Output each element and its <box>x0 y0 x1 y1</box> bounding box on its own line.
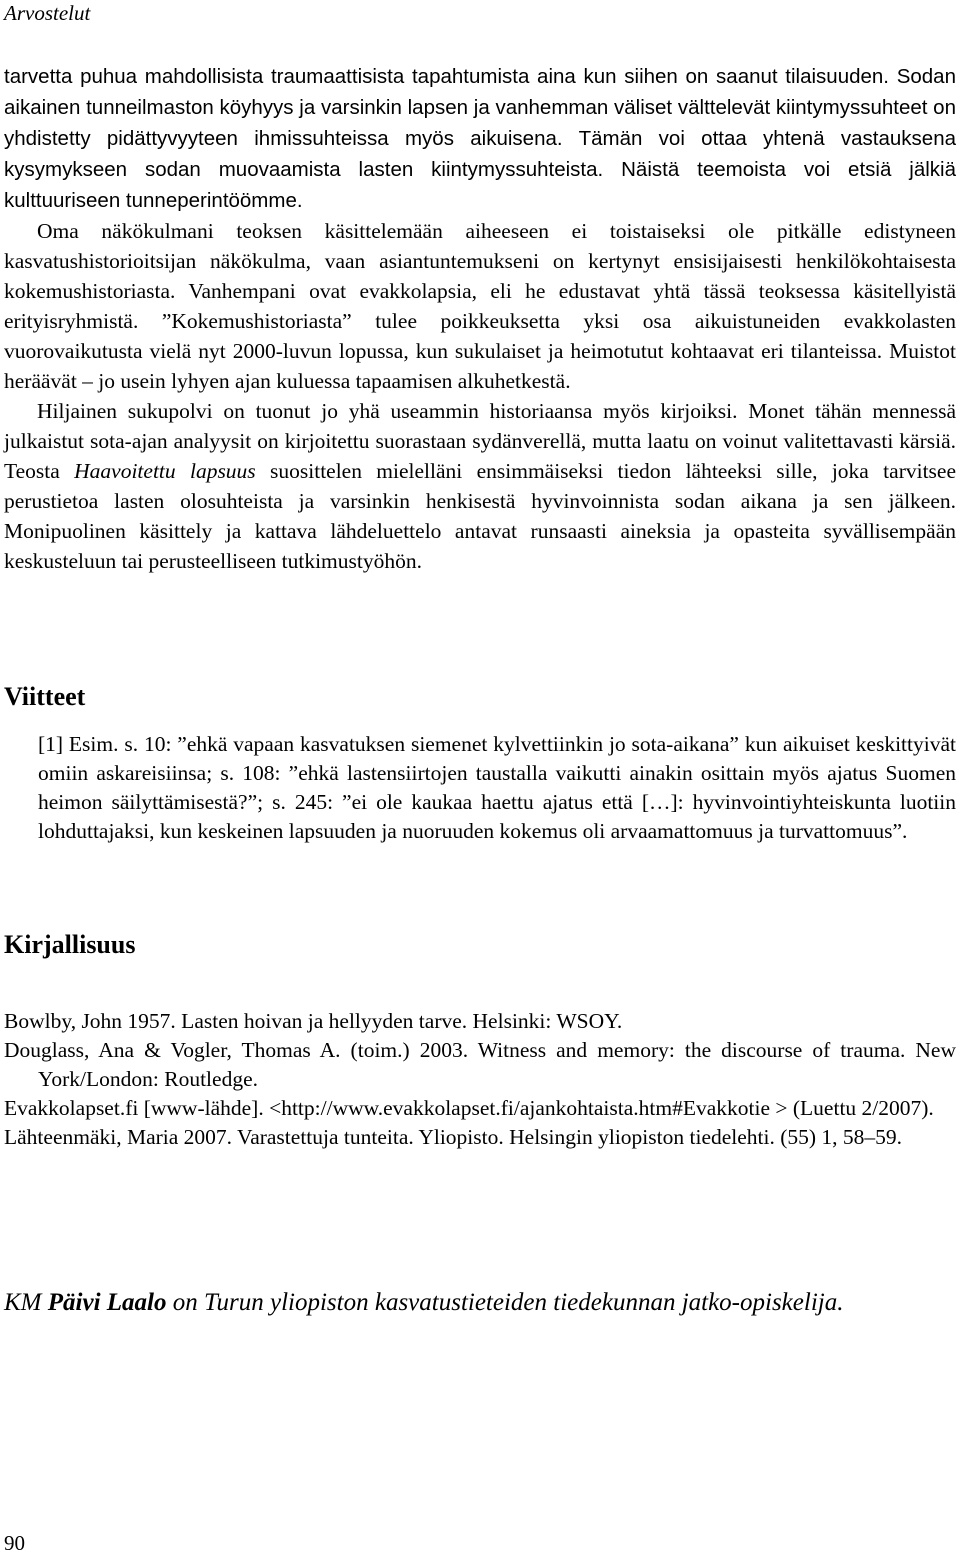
reference-item: Bowlby, John 1957. Lasten hoivan ja hellyyden tarve. Helsinki: WSOY. <box>4 1009 623 1033</box>
reference-item: Lähteenmäki, Maria 2007. Varastettuja tunteita. Yliopisto. Helsingin yliopiston tiedelehti. (55) 1, 58–59. <box>4 1125 903 1149</box>
author-note <box>4 1286 956 1320</box>
reference-item: Evakkolapset.fi [www-lähde]. <http://www.evakkolapset.fi/ajankohtaista.htm#Evakkotie > (Luettu 2/2007). <box>4 1096 934 1120</box>
paragraph-2: Oma näkökulmani teoksen käsittelemään aiheeseen ei toistaiseksi ole pitkälle edistyneen kasvatushistorioitsijan näkökulma, vaan asiantuntemukseni on kertynyt ensisijaisesti henkilökohtaisesta kokemushistoriasta. Vanhempani ovat evakkolapsia, eli he edustavat yhtä tässä teoksessa käsitellyistä erityisryhmistä. ”Kokemushistoriasta” tulee poikkeuksetta yksi osa aikuistuneiden evakkolasten vuorovaikutusta vielä nyt 2000-luvun lopussa, kun sukulaiset ja heimotutut kohtaavat eri tilanteissa. Muistot heräävät – jo usein lyhyen ajan kuluessa tapaamisen alkuhetkestä. <box>4 219 956 393</box>
paragraph-3-end: suosittelen mielelläni ensimmäiseksi tiedon lähteeksi sille, joka tarvitsee perustietoa lasten olosuhteista ja varsinkin henkisestä hyvinvoinnista sodan aikana ja sen jälkeen. Monipuolinen käsittely ja kattava lähdeluettelo antavat runsaasti aineksia ja opasteita syvällisempään keskusteluun tai perusteelliseen tutkimustyöhön. <box>4 459 957 573</box>
paragraph-1-sans-b: Tämän voi ottaa yhtenä vastauksena kysymykseen sodan muovaamista lasten kiintymyssuhteista. Näistä teemoista voi etsiä jälkiä kulttuuriseen tunneperintöömme. <box>4 127 957 212</box>
page-number: 90 <box>4 1531 25 1555</box>
paragraph-3 <box>4 396 956 576</box>
notes-list <box>38 730 956 846</box>
reference-item: Douglass, Ana & Vogler, Thomas A. (toim.) 2003. Witness and memory: the discourse of trauma. New York/London: Routledge. <box>4 1038 956 1091</box>
running-head: Arvostelut <box>4 1 91 25</box>
paragraph-1 <box>4 61 956 216</box>
book-title: Haavoitettu lapsuus <box>74 459 256 483</box>
references-list <box>4 1007 956 1152</box>
references-heading: Kirjallisuus <box>4 930 136 959</box>
notes-heading: Viitteet <box>4 682 86 711</box>
paragraph-1-sans-a: tarvetta puhua mahdollisista traumaattisista tapahtumista aina kun siihen on saanut tilaisuuden. Sodan aikainen tunneilmaston köyhyys ja varsinkin lapsen ja vanhemman väliset välttelevät kiintymyssuhteet on yhdistetty pidättyvyyteen ihmissuhteissa myös aikuisena. <box>4 65 956 150</box>
paragraph-3-start: Hiljainen sukupolvi on tuonut jo yhä useammin historiaansa myös kirjoiksi. Monet tähän mennessä julkaistut sota-ajan analyysit on kirjoitettu suorastaan sydänverellä, mutta laatu on voinut valitettavasti kärsiä. Teosta <box>4 399 956 483</box>
author-prefix: KM <box>4 1289 48 1316</box>
note-1: [1] Esim. s. 10: ”ehkä vapaan kasvatuksen siemenet kylvettiinkin jo sota-aikana” kun aikuiset keskittyivät omiin askareisiinsa; s. 108: ”ehkä lastensiirtojen taustalla vaikutti ainakin osittain myös ajatus Suomen heimon säilyttämisestä?”; s. 245: ”ei ole kaukaa haettu ajatus että […]: hyvinvointiyhteiskunta luotiin lohduttajaksi, kun keskeinen lapsuuden ja nuoruuden kokemus oli arvaamattomuus ja turvattomuus”. <box>38 732 956 843</box>
author-name: Päivi Laalo <box>47 1289 167 1316</box>
review-body <box>4 61 956 576</box>
author-affiliation: on Turun yliopiston kasvatustieteiden tiedekunnan jatko-opiskelija. <box>166 1289 844 1316</box>
